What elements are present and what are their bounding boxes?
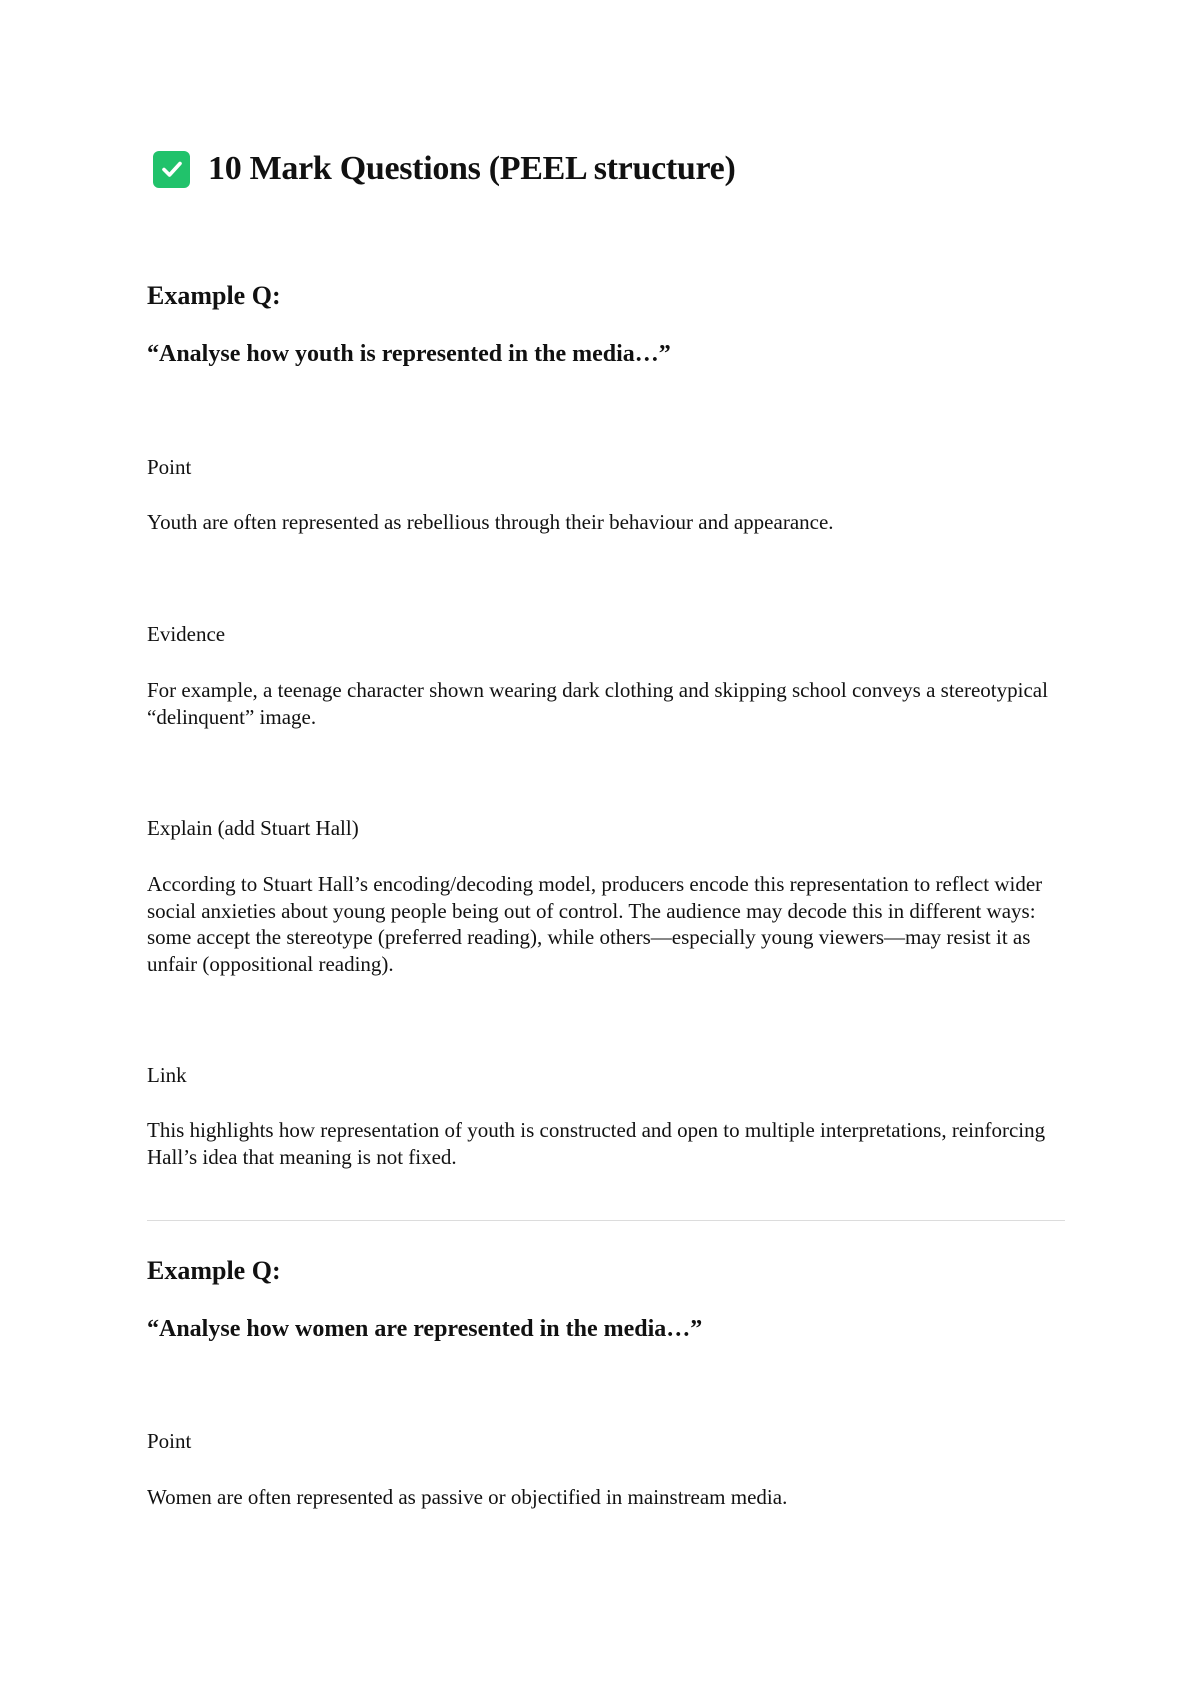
section-label-explain: Explain (add Stuart Hall) bbox=[147, 816, 359, 840]
section-text-explain: According to Stuart Hall’s encoding/decoding model, producers encode this representation to reflect wider social anxieties about young people being out of control. The audience may decode this in different ways: some accept the stereotype (preferred reading), while others—especially young viewers—may resist it as unfair (oppositional reading). bbox=[147, 872, 1043, 976]
section-text-point: Women are often represented as passive or objectified in mainstream media. bbox=[147, 1485, 788, 1509]
example-label: Example Q: bbox=[147, 281, 281, 310]
section-divider bbox=[147, 1220, 1065, 1221]
example-question: “Analyse how women are represented in the media…” bbox=[147, 1316, 703, 1342]
example-question: “Analyse how youth is represented in the media…” bbox=[147, 341, 671, 367]
section-label-link: Link bbox=[147, 1063, 187, 1087]
section-label-evidence: Evidence bbox=[147, 622, 226, 646]
section-label-point: Point bbox=[147, 455, 192, 479]
section-label-point: Point bbox=[147, 1429, 192, 1453]
section-text-evidence: For example, a teenage character shown wearing dark clothing and skipping school conveys a stereotypical “delinquent” image. bbox=[147, 678, 1048, 729]
example-label: Example Q: bbox=[147, 1256, 281, 1285]
section-text-point: Youth are often represented as rebellious through their behaviour and appearance. bbox=[147, 510, 834, 534]
check-box-icon bbox=[153, 151, 190, 188]
page-title: 10 Mark Questions (PEEL structure) bbox=[208, 150, 736, 187]
section-text-link: This highlights how representation of youth is constructed and open to multiple interpretations, reinforcing Hall’s idea that meaning is not fixed. bbox=[147, 1118, 1046, 1169]
page-header bbox=[153, 150, 736, 188]
